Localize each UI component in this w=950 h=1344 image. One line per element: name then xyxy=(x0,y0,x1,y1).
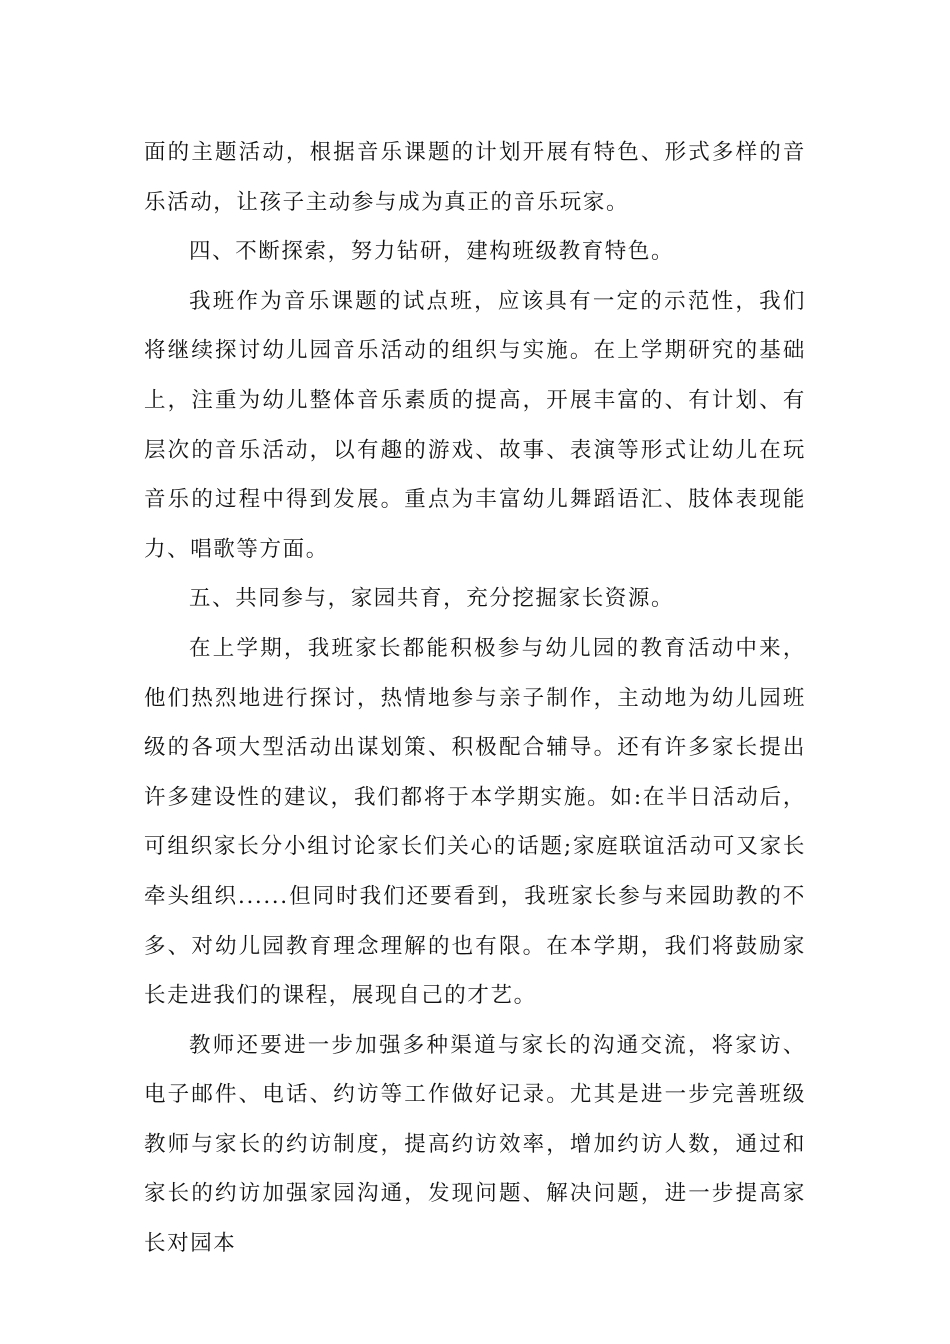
document-body xyxy=(144,128,806,1269)
paragraph-music-course: 我班作为音乐课题的试点班，应该具有一定的示范性，我们将继续探讨幼儿园音乐活动的组织与实施。在上学期研究的基础上，注重为幼儿整体音乐素质的提高，开展丰富的、有计划、有层次的音乐活动，以有趣的游戏、故事、表演等形式让幼儿在玩音乐的过程中得到发展。重点为丰富幼儿舞蹈语汇、肢体表现能力、唱歌等方面。 xyxy=(144,288,806,562)
paragraph-teacher-communication: 教师还要进一步加强多种渠道与家长的沟通交流，将家访、电子邮件、电话、约访等工作做好记录。尤其是进一步完善班级教师与家长的约访制度，提高约访效率，增加约访人数，通过和家长的约访加强家园沟通，发现问题、解决问题，进一步提高家长对园本 xyxy=(144,1032,806,1257)
section-heading-four: 四、不断探索，努力钻研，建构班级教育特色。 xyxy=(189,239,675,265)
section-heading-five: 五、共同参与，家园共育，充分挖掘家长资源。 xyxy=(189,586,675,612)
paragraph-parent-participation: 在上学期，我班家长都能积极参与幼儿园的教育活动中来，他们热烈地进行探讨，热情地参与亲子制作，主动地为幼儿园班级的各项大型活动出谋划策、积极配合辅导。还有许多家长提出许多建设性的建议，我们都将于本学期实施。如:在半日活动后，可组织家长分小组讨论家长们关心的话题;家庭联谊活动可又家长牵头组织......但同时我们还要看到，我班家长参与来园助教的不多、对幼儿园教育理念理解的也有限。在本学期，我们将鼓励家长走进我们的课程，展现自己的才艺。 xyxy=(144,635,806,1009)
paragraph-continuation: 面的主题活动，根据音乐课题的计划开展有特色、形式多样的音乐活动，让孩子主动参与成为真正的音乐玩家。 xyxy=(144,140,806,215)
